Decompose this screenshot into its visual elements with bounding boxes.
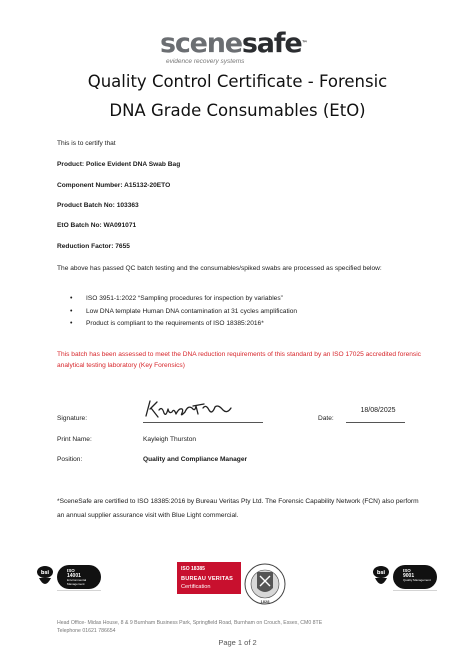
eto-batch-field: EtO Batch No: WA091071 <box>57 222 137 229</box>
handwritten-signature <box>143 396 243 422</box>
position-value: Quality and Compliance Manager <box>143 456 248 463</box>
bv-certification: Certification <box>181 584 211 590</box>
bsi-left-description: Environmental Management <box>67 578 87 586</box>
bureau-veritas-badge <box>177 562 299 608</box>
bv-year: 1828 <box>260 599 270 604</box>
certificate-title-line2: DNA Grade Consumables (EtO) <box>109 101 366 120</box>
bsi-right-iso: ISO <box>403 568 411 573</box>
bsi-right-description: Quality Management <box>403 578 431 582</box>
svg-text:bsi: bsi <box>40 570 50 576</box>
print-name-label: Print Name: <box>57 436 92 443</box>
standards-list <box>57 293 427 331</box>
bsi-iso9001-badge <box>371 563 443 593</box>
position-label: Position: <box>57 456 83 463</box>
svg-text:bsi: bsi <box>376 570 386 576</box>
footer-address-block <box>57 619 427 635</box>
bsi-left-iso: ISO <box>67 568 75 573</box>
logo-part-safe: safe <box>241 28 302 59</box>
certificate-title-line1: Quality Control Certificate - Forensic <box>87 72 388 91</box>
footer-telephone: Telephone 01621 786654 <box>57 628 116 634</box>
signature-line <box>143 422 263 423</box>
list-item: • ISO 3951-1:2022 “Sampling procedures for inspection by variables” <box>57 293 427 306</box>
date-label: Date: <box>318 415 334 422</box>
date-value: 18/08/2025 <box>360 407 396 414</box>
dna-reduction-notice: This batch has been assessed to meet the DNA reduction requirements of this standard by an ISO 17025 accredited forensic analytical testing laboratory (Key Forensics) <box>57 351 421 369</box>
component-number-field: Component Number: A15132-20ETO <box>57 182 171 189</box>
print-name-value: Kayleigh Thurston <box>143 436 197 443</box>
signature-label: Signature: <box>57 415 88 422</box>
bv-name: BUREAU VERITAS <box>181 576 234 582</box>
list-item: • Low DNA template Human DNA contamination at 31 cycles amplification <box>57 306 427 319</box>
bsi-left-number: 14001 <box>67 573 81 579</box>
logo-trademark: ™ <box>301 40 307 47</box>
logo-part-scene: scene <box>160 28 242 59</box>
page-number: Page 1 of 2 <box>218 638 257 647</box>
bv-iso-label: ISO 18385 <box>181 566 205 572</box>
product-field: Product: Police Evident DNA Swab Bag <box>57 161 181 168</box>
qc-statement: The above has passed QC batch testing and the consumables/spiked swabs are processed as specified below: <box>57 265 382 272</box>
product-batch-field: Product Batch No: 103363 <box>57 202 139 209</box>
certification-note: *SceneSafe are certified to ISO 18385:2016 by Bureau Veritas Pty Ltd. The Forensic Capability Network (FCN) also perform an annual supplier assurance visit with Blue Light commercial. <box>57 498 419 519</box>
logo-tagline: evidence recovery systems <box>166 58 245 65</box>
reduction-factor-field: Reduction Factor: 7655 <box>57 243 130 250</box>
footer-address: Head Office- Midas House, 8 & 9 Burnham Business Park, Springfield Road, Burnham on Crouch, Essex, CM0 8TE <box>57 620 323 626</box>
logo-wordmark <box>160 30 320 58</box>
bsi-iso14001-badge <box>35 563 107 593</box>
date-line <box>346 422 405 423</box>
scenesafe-logo <box>160 30 320 70</box>
intro-text: This is to certify that <box>57 140 116 147</box>
list-item: • Product is compliant to the requirements of ISO 18385:2016* <box>57 318 427 331</box>
bsi-right-number: 9001 <box>403 573 415 579</box>
